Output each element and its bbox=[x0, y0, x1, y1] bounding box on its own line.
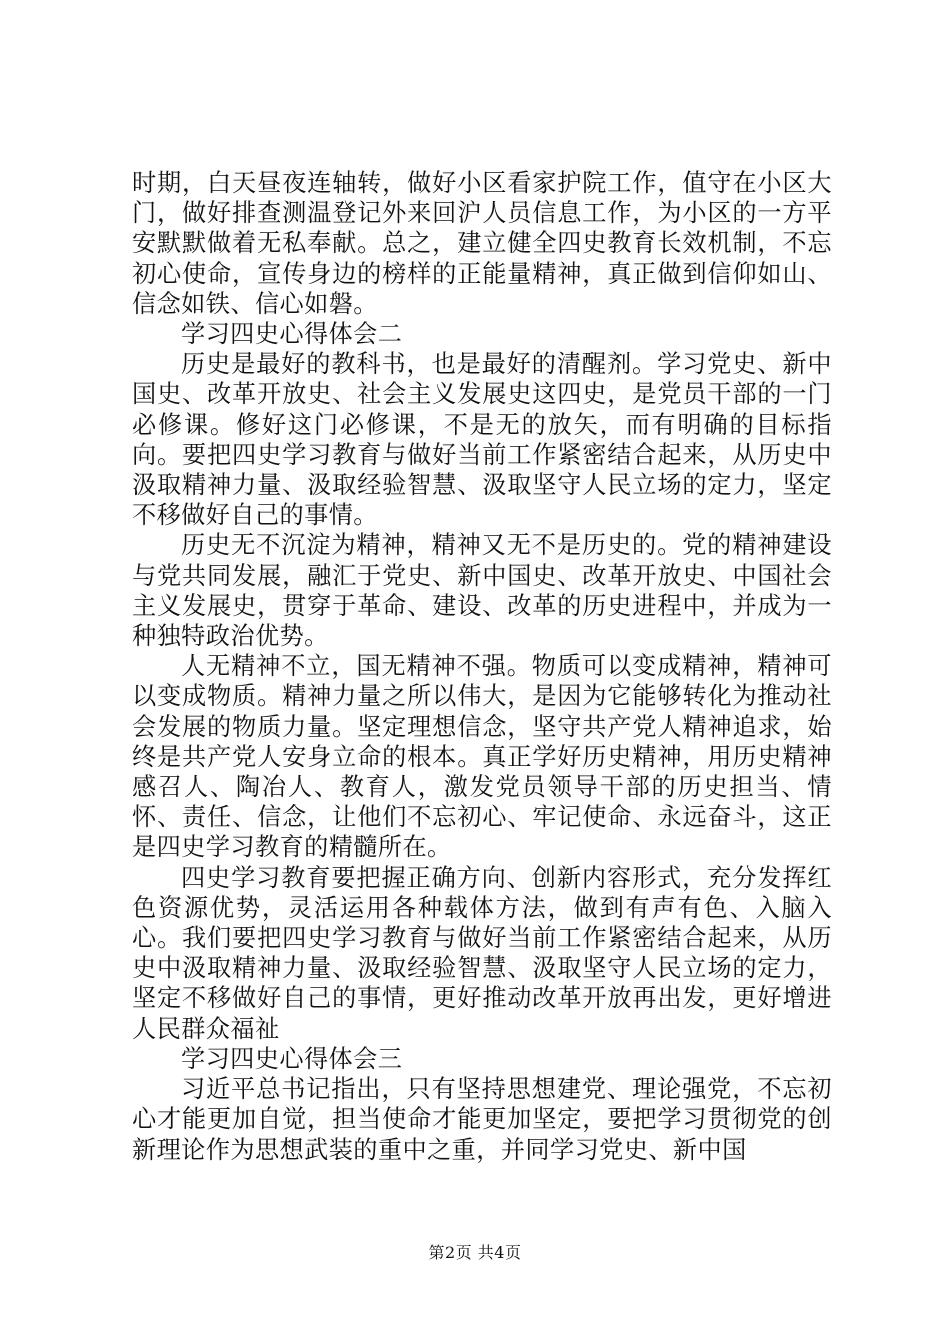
paragraph: 历史是最好的教科书，也是最好的清醒剂。学习党史、新中国史、改革开放史、社会主义发展史这四史，是党员干部的一门必修课。修好这门必修课，不是无的放矢，而有明确的目标指向。要把四史学习教育与做好当前工作紧密结合起来，从历史中汲取精神力量、汲取经验智慧、汲取坚守人民立场的定力，坚定不移做好自己的事情。 bbox=[132, 350, 832, 530]
page-footer: 第2页 共4页 bbox=[428, 1243, 522, 1262]
section-heading-2: 学习四史心得体会二 bbox=[181, 320, 403, 349]
paragraph: 习近平总书记指出，只有坚持思想建党、理论强党，不忘初心才能更加自觉，担当使命才能更加坚定，要把学习贯彻党的创新理论作为思想武装的重中之重，并同学习党史、新中国 bbox=[132, 1075, 832, 1164]
paragraph: 历史无不沉淀为精神，精神又无不是历史的。党的精神建设与党共同发展，融汇于党史、新中国史、改革开放史、中国社会主义发展史，贯穿于革命、建设、改革的历史进程中，并成为一种独特政治优势。 bbox=[132, 531, 832, 651]
document-body bbox=[132, 168, 832, 1165]
paragraph: 人无精神不立，国无精神不强。物质可以变成精神，精神可以变成物质。精神力量之所以伟大，是因为它能够转化为推动社会发展的物质力量。坚定理想信念，坚守共产党人精神追求，始终是共产党人安身立命的根本。真正学好历史精神，用历史精神感召人、陶冶人、教育人，激发党员领导干部的历史担当、情怀、责任、信念，让他们不忘初心、牢记使命、永远奋斗，这正是四史学习教育的精髓所在。 bbox=[132, 652, 832, 862]
section-heading-3: 学习四史心得体会三 bbox=[181, 1044, 403, 1073]
paragraph-continued: 时期，白天昼夜连轴转，做好小区看家护院工作，值守在小区大门，做好排查测温登记外来回沪人员信息工作，为小区的一方平安默默做着无私奉献。总之，建立健全四史教育长效机制，不忘初心使命，宣传身边的榜样的正能量精神，真正做到信仰如山、信念如铁、信心如磐。 bbox=[132, 169, 832, 318]
paragraph: 四史学习教育要把握正确方向、创新内容形式，充分发挥红色资源优势，灵活运用各种载体方法，做到有声有色、入脑入心。我们要把四史学习教育与做好当前工作紧密结合起来，从历史中汲取精神力量、汲取经验智慧、汲取坚守人民立场的定力，坚定不移做好自己的事情，更好推动改革开放再出发，更好增进人民群众福祉 bbox=[132, 863, 832, 1043]
